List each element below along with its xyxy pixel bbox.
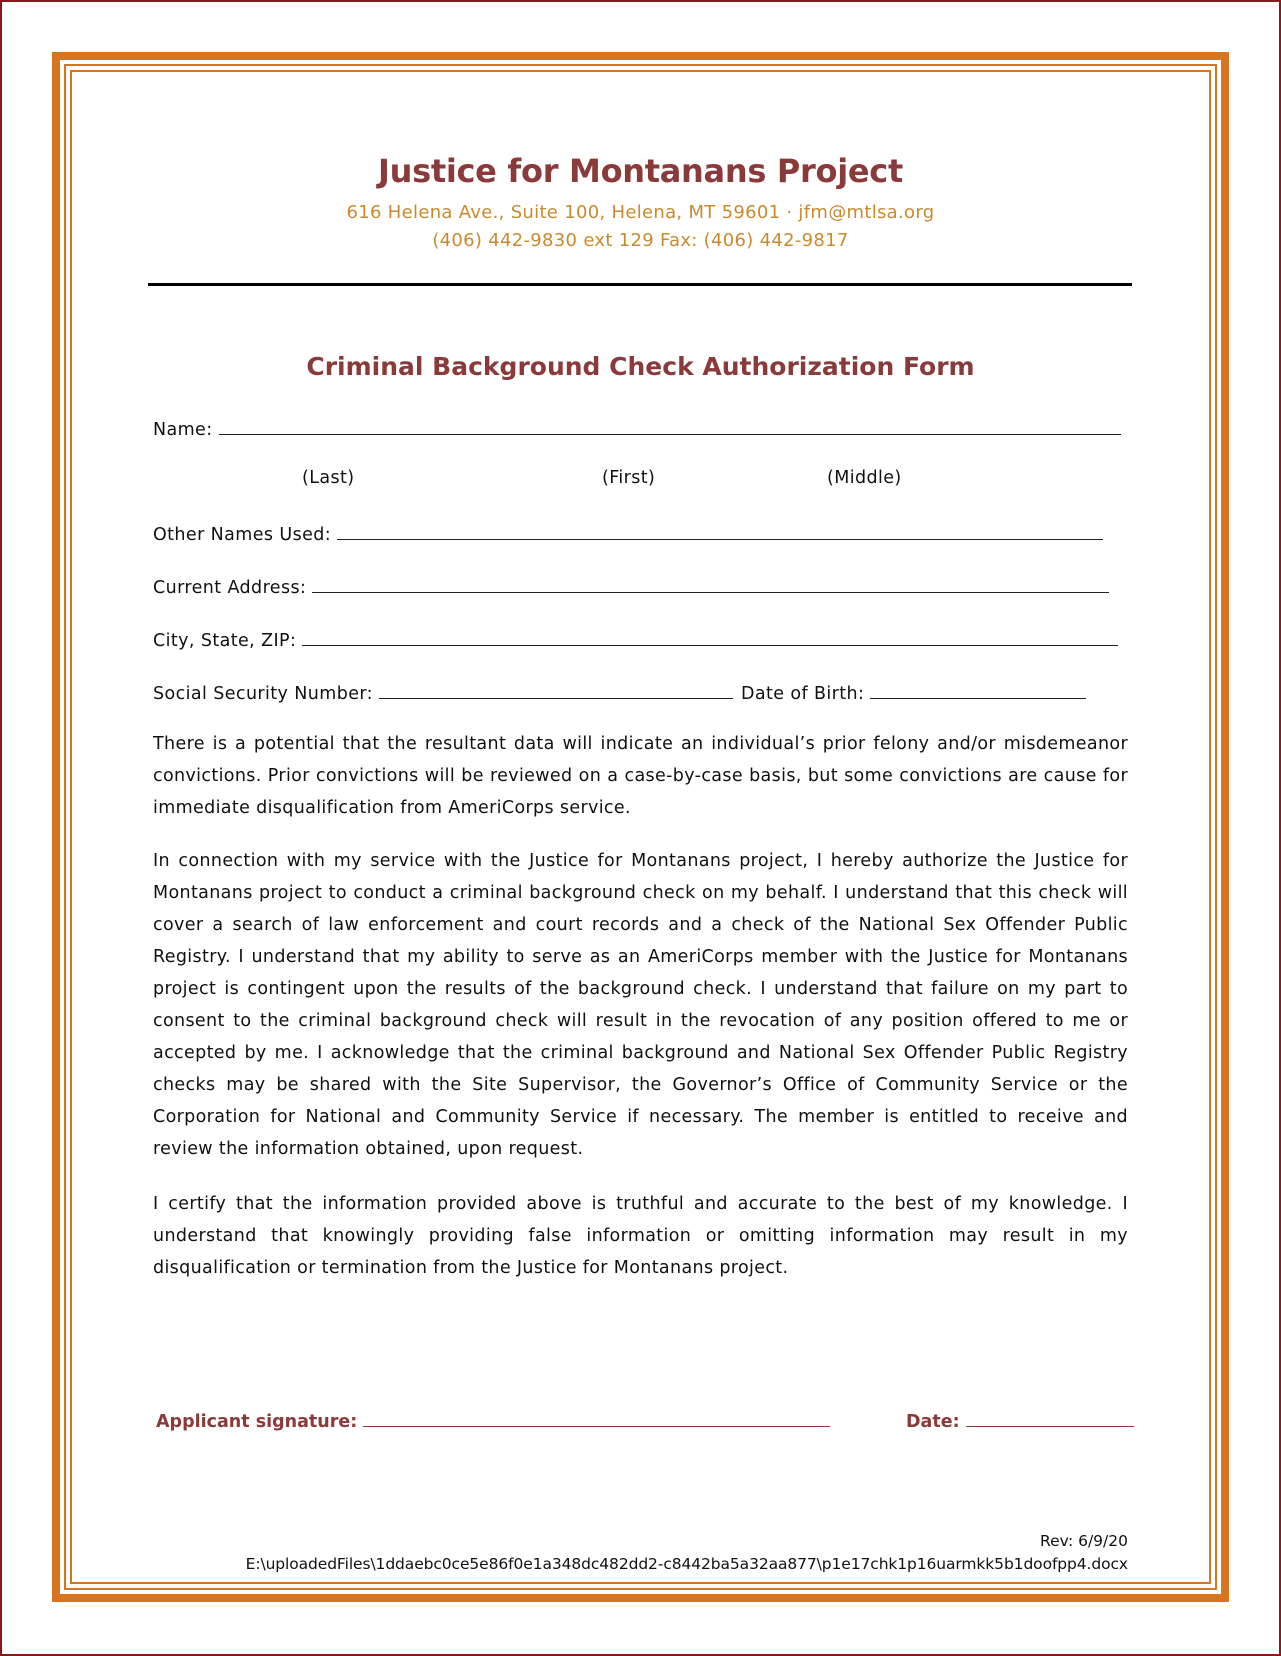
form-title: Criminal Background Check Authorization Form	[306, 352, 975, 381]
applicant-signature-line[interactable]	[363, 1408, 830, 1427]
file-path: E:\uploadedFiles\1ddaebc0ce5e86f0e1a348dc482dd2-c8442ba5a32aa877\p1e17chk1p16uarmkk5b1doofpp4.docx	[245, 1555, 1128, 1573]
name-middle-hint: (Middle)	[827, 468, 902, 488]
organization-phone: (406) 442-9830 ext 129 Fax: (406) 442-9817	[432, 230, 849, 251]
city-state-zip-input-line[interactable]	[302, 627, 1118, 646]
disclosure-paragraph: There is a potential that the resultant data will indicate an individual’s prior felony and/or misdemeanor convictions. Prior convictions will be reviewed on a case-by-case basis, but some convictions are cause for immediate disqualification from AmeriCorps service.	[153, 734, 1128, 818]
city-state-zip-label: City, State, ZIP:	[153, 631, 297, 651]
signature-date-row	[906, 1408, 1134, 1432]
name-first-hint: (First)	[602, 468, 656, 488]
revision-date: Rev: 6/9/20	[1040, 1532, 1128, 1550]
ssn-dob-field-row	[153, 680, 1086, 704]
authorization-paragraph: In connection with my service with the Justice for Montanans project, I hereby authorize the Justice for Montanans project to conduct a criminal background check on my behalf. I understand that this check will cover a search of law enforcement and court records and a check of the National Sex Offender Public Registry. I understand that my ability to serve as an AmeriCorps member with the Justice for Montanans project is contingent upon the results of the background check. I understand that failure on my part to consent to the criminal background check will result in the revocation of any position offered to me or accepted by me. I acknowledge that the criminal background and National Sex Offender Public Registry checks may be shared with the Site Supervisor, the Governor’s Office of Community Service or the Corporation for National and Community Service if necessary. The member is entitled to receive and review the information obtained, upon request.	[153, 851, 1128, 1159]
applicant-signature-row	[156, 1408, 830, 1432]
header-divider	[148, 283, 1132, 286]
dob-input-line[interactable]	[870, 680, 1086, 699]
signature-date-label: Date:	[906, 1412, 960, 1432]
name-field-row	[153, 416, 1121, 440]
name-input-line[interactable]	[219, 416, 1121, 435]
current-address-label: Current Address:	[153, 578, 307, 598]
name-last-hint: (Last)	[302, 468, 355, 488]
organization-address: 616 Helena Ave., Suite 100, Helena, MT 59601 · jfm@mtlsa.org	[346, 202, 935, 223]
signature-date-line[interactable]	[966, 1408, 1134, 1427]
certification-paragraph: I certify that the information provided above is truthful and accurate to the best of my knowledge. I understand that knowingly providing false information or omitting information may result in my disqualification or termination from the Justice for Montanans project.	[153, 1194, 1128, 1278]
applicant-signature-label: Applicant signature:	[156, 1412, 358, 1432]
other-names-field-row	[153, 521, 1103, 545]
name-label: Name:	[153, 420, 213, 440]
current-address-field-row	[153, 574, 1109, 598]
dob-label: Date of Birth:	[740, 684, 865, 704]
current-address-input-line[interactable]	[312, 574, 1109, 593]
ssn-label: Social Security Number:	[153, 684, 373, 704]
city-state-zip-field-row	[153, 627, 1118, 651]
other-names-label: Other Names Used:	[153, 525, 332, 545]
ssn-input-line[interactable]	[379, 680, 733, 699]
decorative-border-inner-2	[70, 70, 1211, 1584]
other-names-input-line[interactable]	[337, 521, 1103, 540]
organization-title: Justice for Montanans Project	[378, 152, 903, 190]
